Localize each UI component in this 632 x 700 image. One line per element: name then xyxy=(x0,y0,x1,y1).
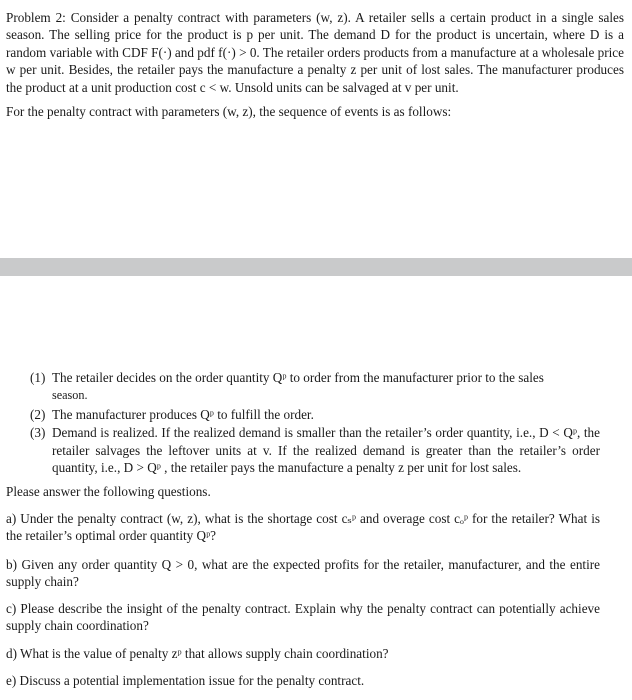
question-d: d) What is the value of penalty zᵖ that allows supply chain coordination? xyxy=(6,646,389,661)
list-item xyxy=(30,369,600,405)
event-sequence-list xyxy=(30,369,600,477)
sequence-intro: For the penalty contract with parameters (w, z), the sequence of events is as follows: xyxy=(6,104,452,120)
step-text: The manufacturer produces Qᵖ to fulfill the order. xyxy=(52,406,314,422)
step-number: (2) xyxy=(30,406,46,422)
question-a: a) Under the penalty contract (w, z), what is the shortage cost cₛᵖ and overage cost cₒᵖ for the retailer? What is the retailer’s optimal order quantity Qᵖ? xyxy=(6,511,600,544)
step-text-continued: season. xyxy=(52,388,88,403)
step-text: The retailer decides on the order quantity Qᵖ to order from the manufacturer prior to the sales xyxy=(52,370,544,385)
list-item xyxy=(30,406,600,423)
question-c: c) Please describe the insight of the penalty contract. Explain why the penalty contract can potentially achieve supply chain coordination? xyxy=(6,601,600,634)
problem-section xyxy=(6,9,624,120)
questions-prompt: Please answer the following questions. xyxy=(6,484,211,499)
question-b: b) Given any order quantity Q > 0, what are the expected profits for the retailer, manufacturer, and the entire supply chain? xyxy=(6,557,600,590)
step-number: (3) xyxy=(30,425,46,441)
list-item xyxy=(30,424,600,476)
question-e: e) Discuss a potential implementation issue for the penalty contract. xyxy=(6,673,365,688)
step-number: (1) xyxy=(30,370,46,385)
step-text: Demand is realized. If the realized demand is smaller than the retailer’s order quantity, i.e., D < Qᵖ, the retailer salvages the leftover units at v. If the realized demand is greater than the retailer’s order quantity, i.e., D > Qᵖ , the retailer pays the manufacture a penalty z per unit for lost sales. xyxy=(52,425,600,476)
section-divider xyxy=(0,258,632,276)
problem-intro: Problem 2: Consider a penalty contract with parameters (w, z). A retailer sells a certain product in a single sales season. The selling price for the product is p per unit. The demand D for the product is uncertain, where D is a random variable with CDF F(·) and pdf f(·) > 0. The retailer orders products from a manufacture at a wholesale price w per unit. Besides, the retailer pays the manufacture a penalty z per unit of lost sales. The manufacturer produces the product at a unit production cost c < w. Unsold units can be salvaged at v per unit. xyxy=(6,10,624,95)
